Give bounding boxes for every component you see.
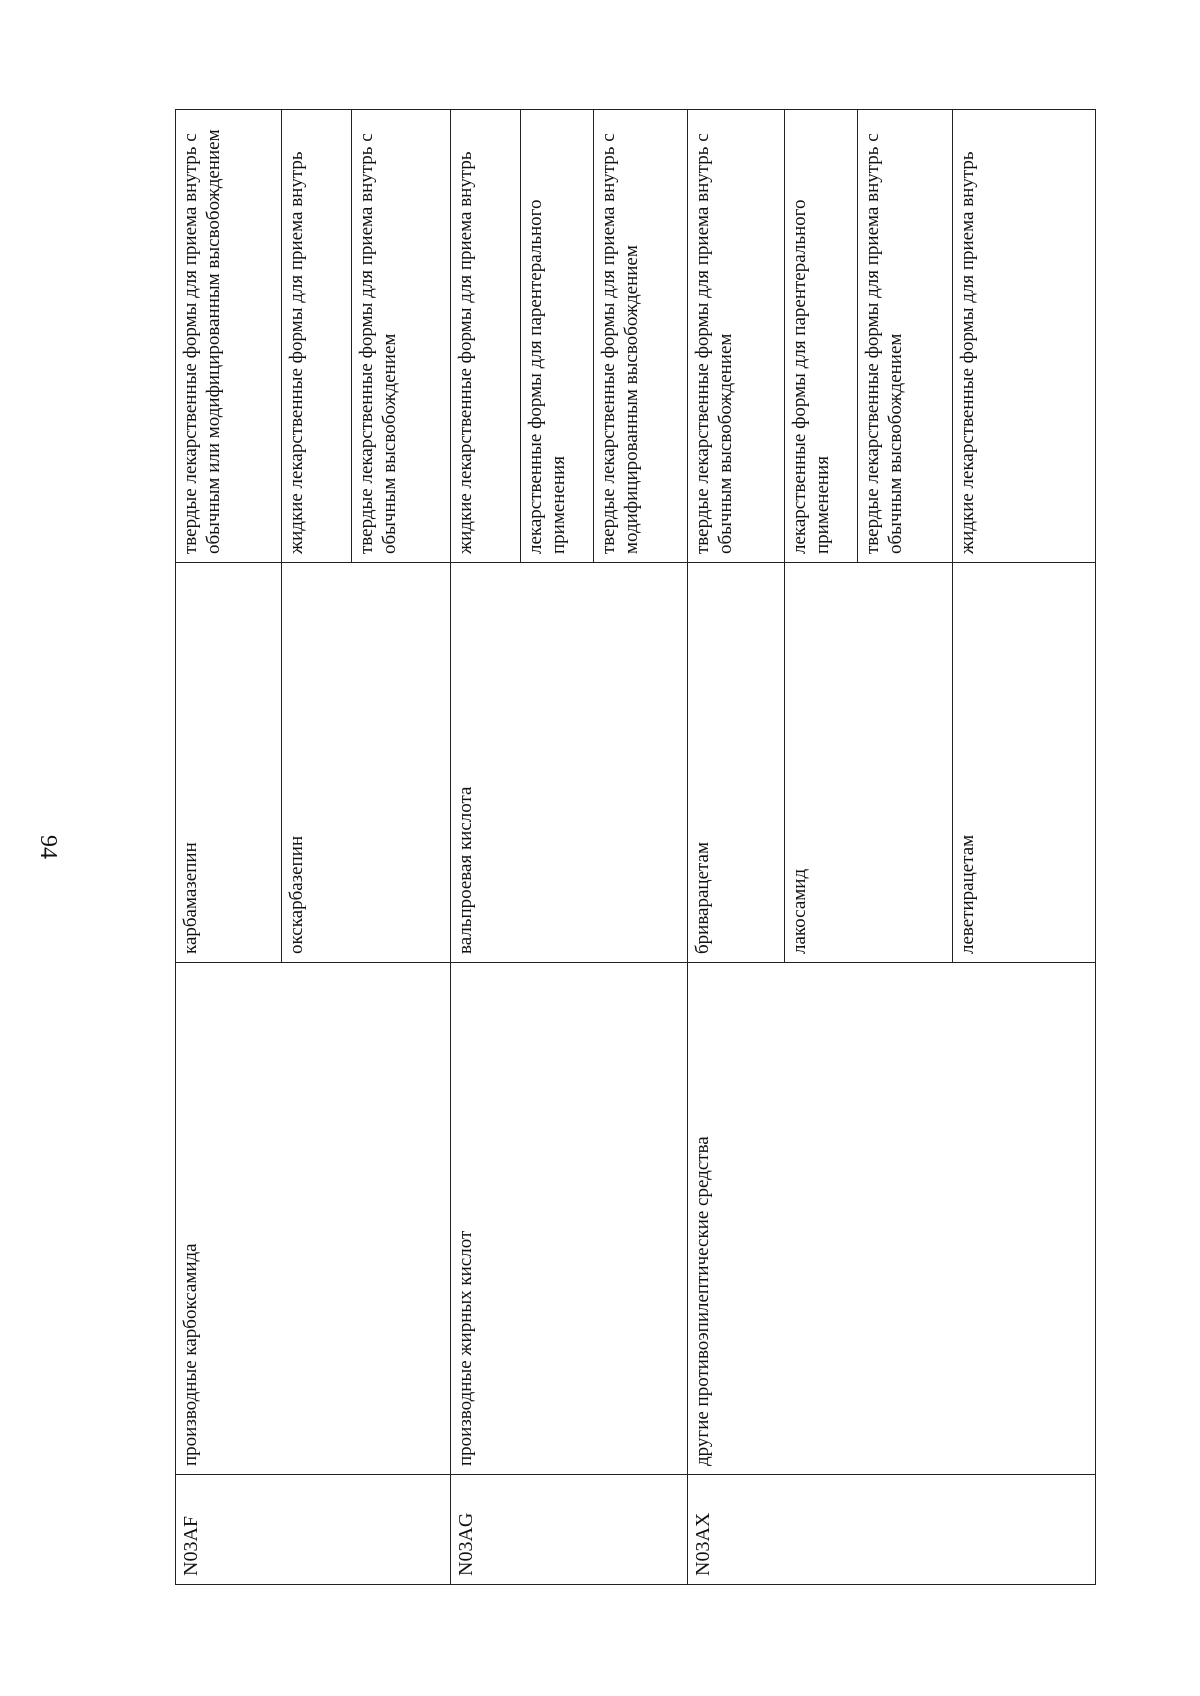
drug-name-cell: окскарбазепин <box>282 563 451 963</box>
table-row <box>688 110 785 1585</box>
dosage-form-cell: жидкие лекарственные формы для приема внутрь <box>451 110 521 563</box>
dosage-form-cell: твердые лекарственные формы для приема внутрь с обычным высвобождением <box>688 110 785 563</box>
group-name-cell: производные карбоксамида <box>176 963 451 1475</box>
dosage-form-cell: лекарственные формы для парентерального применения <box>785 110 858 563</box>
dosage-form-cell: твердые лекарственные формы для приема внутрь с обычным высвобождением <box>352 110 451 563</box>
dosage-form-cell: лекарственные формы для парентерального применения <box>521 110 594 563</box>
drug-name-cell: лакосамид <box>785 563 953 963</box>
dosage-form-cell: жидкие лекарственные формы для приема внутрь <box>953 110 1096 563</box>
drug-name-cell: карбамазепин <box>176 563 282 963</box>
atc-code-cell: N03AF <box>176 1475 451 1585</box>
drug-name-cell: бриварацетам <box>688 563 785 963</box>
drug-name-cell: вальпроевая кислота <box>451 563 688 963</box>
atc-code-cell: N03AX <box>688 1475 1096 1585</box>
dosage-form-cell: твердые лекарственные формы для приема внутрь с модифицированным высвобождением <box>594 110 688 563</box>
drug-name-cell: леветирацетам <box>953 563 1096 963</box>
group-name-cell: другие противоэпилептические средства <box>688 963 1096 1475</box>
atc-code-cell: N03AG <box>451 1475 688 1585</box>
rotated-table-wrapper <box>175 110 1095 1585</box>
table-row <box>176 110 282 1585</box>
drug-table <box>175 109 1096 1585</box>
dosage-form-cell: твердые лекарственные формы для приема внутрь с обычным или модифицированным высвобождением <box>176 110 282 563</box>
group-name-cell: производные жирных кислот <box>451 963 688 1475</box>
dosage-form-cell: жидкие лекарственные формы для приема внутрь <box>282 110 352 563</box>
table-row <box>451 110 521 1585</box>
dosage-form-cell: твердые лекарственные формы для приема внутрь с обычным высвобождением <box>858 110 953 563</box>
page-number: 94 <box>35 835 61 859</box>
